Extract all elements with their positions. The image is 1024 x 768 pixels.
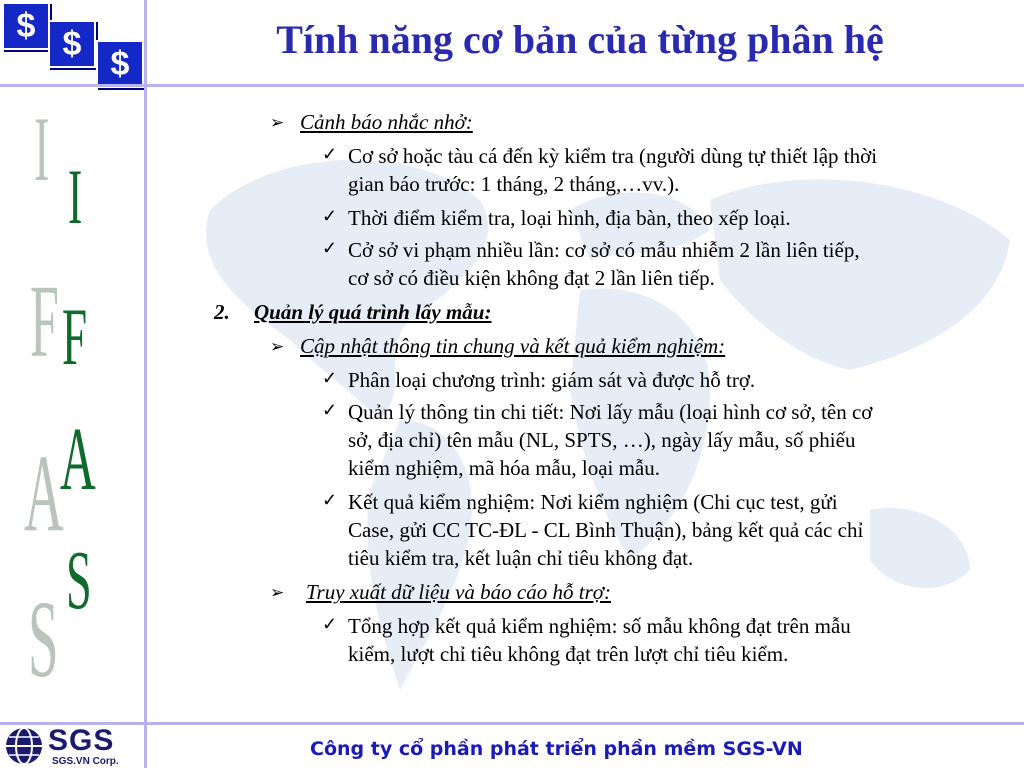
list-item: kiểm nghiệm, mã hóa mẫu, loại mẫu.	[348, 456, 661, 480]
ifas-letter: F	[62, 291, 88, 382]
ifas-letter: S	[66, 534, 92, 627]
page-title: Tính năng cơ bản của từng phân hệ	[276, 17, 884, 62]
list-item: tiêu kiểm tra, kết luận chỉ tiêu không đạt.	[348, 546, 694, 570]
ifas-letter: F	[30, 264, 59, 379]
section-heading: Cảnh báo nhắc nhở:	[300, 110, 473, 134]
company-logo-subtitle: SGS.VN Corp.	[52, 756, 119, 767]
footer-company-name: Công ty cổ phần phát triển phần mềm SGS-VN	[310, 738, 803, 760]
check-bullet-icon: ✓	[322, 206, 338, 226]
arrow-bullet-icon: ➢	[270, 337, 285, 356]
dollar-logo-icon: $	[2, 2, 50, 50]
check-bullet-icon: ✓	[322, 490, 338, 510]
ifas-letter: S	[28, 578, 59, 700]
list-item: sở, địa chỉ) tên mẫu (NL, SPTS, …), ngày lấy mẫu, số phiếu	[348, 428, 856, 452]
list-item: Cở sở vi phạm nhiều lần: cơ sở có mẫu nhiễm 2 lần liên tiếp,	[348, 238, 860, 262]
list-item: cơ sở có điều kiện không đạt 2 lần liên tiếp.	[348, 266, 715, 290]
check-bullet-icon: ✓	[322, 368, 338, 388]
ifas-letter: I	[68, 153, 83, 240]
section-number: 2.	[214, 300, 230, 324]
ifas-letter: A	[60, 410, 96, 509]
ifas-letter: I	[34, 98, 50, 200]
section-heading: Cập nhật thông tin chung và kết quả kiểm nghiệm:	[300, 334, 726, 358]
list-item: Case, gửi CC TC-ĐL - CL Bình Thuận), bảng kết quả các chỉ	[348, 518, 864, 542]
list-item: Cơ sở hoặc tàu cá đến kỳ kiểm tra (người dùng tự thiết lập thời	[348, 144, 878, 168]
check-bullet-icon: ✓	[322, 144, 338, 164]
list-item: Tổng hợp kết quả kiểm nghiệm: số mẫu không đạt trên mẫu	[348, 614, 851, 638]
list-item: Kết quả kiểm nghiệm: Nơi kiểm nghiệm (Chi cục test, gửi	[348, 490, 838, 514]
list-item: kiểm, lượt chỉ tiêu không đạt trên lượt chỉ tiêu kiểm.	[348, 642, 789, 666]
check-bullet-icon: ✓	[322, 614, 338, 634]
check-bullet-icon: ✓	[322, 238, 338, 258]
section-heading: Truy xuất dữ liệu và báo cáo hỗ trợ:	[306, 580, 611, 604]
list-item: gian báo trước: 1 tháng, 2 tháng,…vv.).	[348, 172, 680, 196]
arrow-bullet-icon: ➢	[270, 113, 285, 132]
arrow-bullet-icon: ➢	[270, 583, 285, 602]
globe-logo-icon	[4, 726, 44, 766]
check-bullet-icon: ✓	[322, 400, 338, 420]
ifas-letter: A	[24, 432, 64, 554]
dollar-logo-icon: $	[96, 40, 144, 88]
list-item: Phân loại chương trình: giám sát và được hỗ trợ.	[348, 368, 756, 392]
list-item: Thời điểm kiểm tra, loại hình, địa bàn, theo xếp loại.	[348, 206, 791, 230]
section-title: Quản lý quá trình lấy mẫu:	[254, 300, 492, 324]
dollar-logo-icon: $	[48, 20, 96, 68]
list-item: Quản lý thông tin chi tiết: Nơi lấy mẫu (loại hình cơ sở, tên cơ	[348, 400, 873, 424]
company-logo: SGS	[48, 724, 115, 757]
